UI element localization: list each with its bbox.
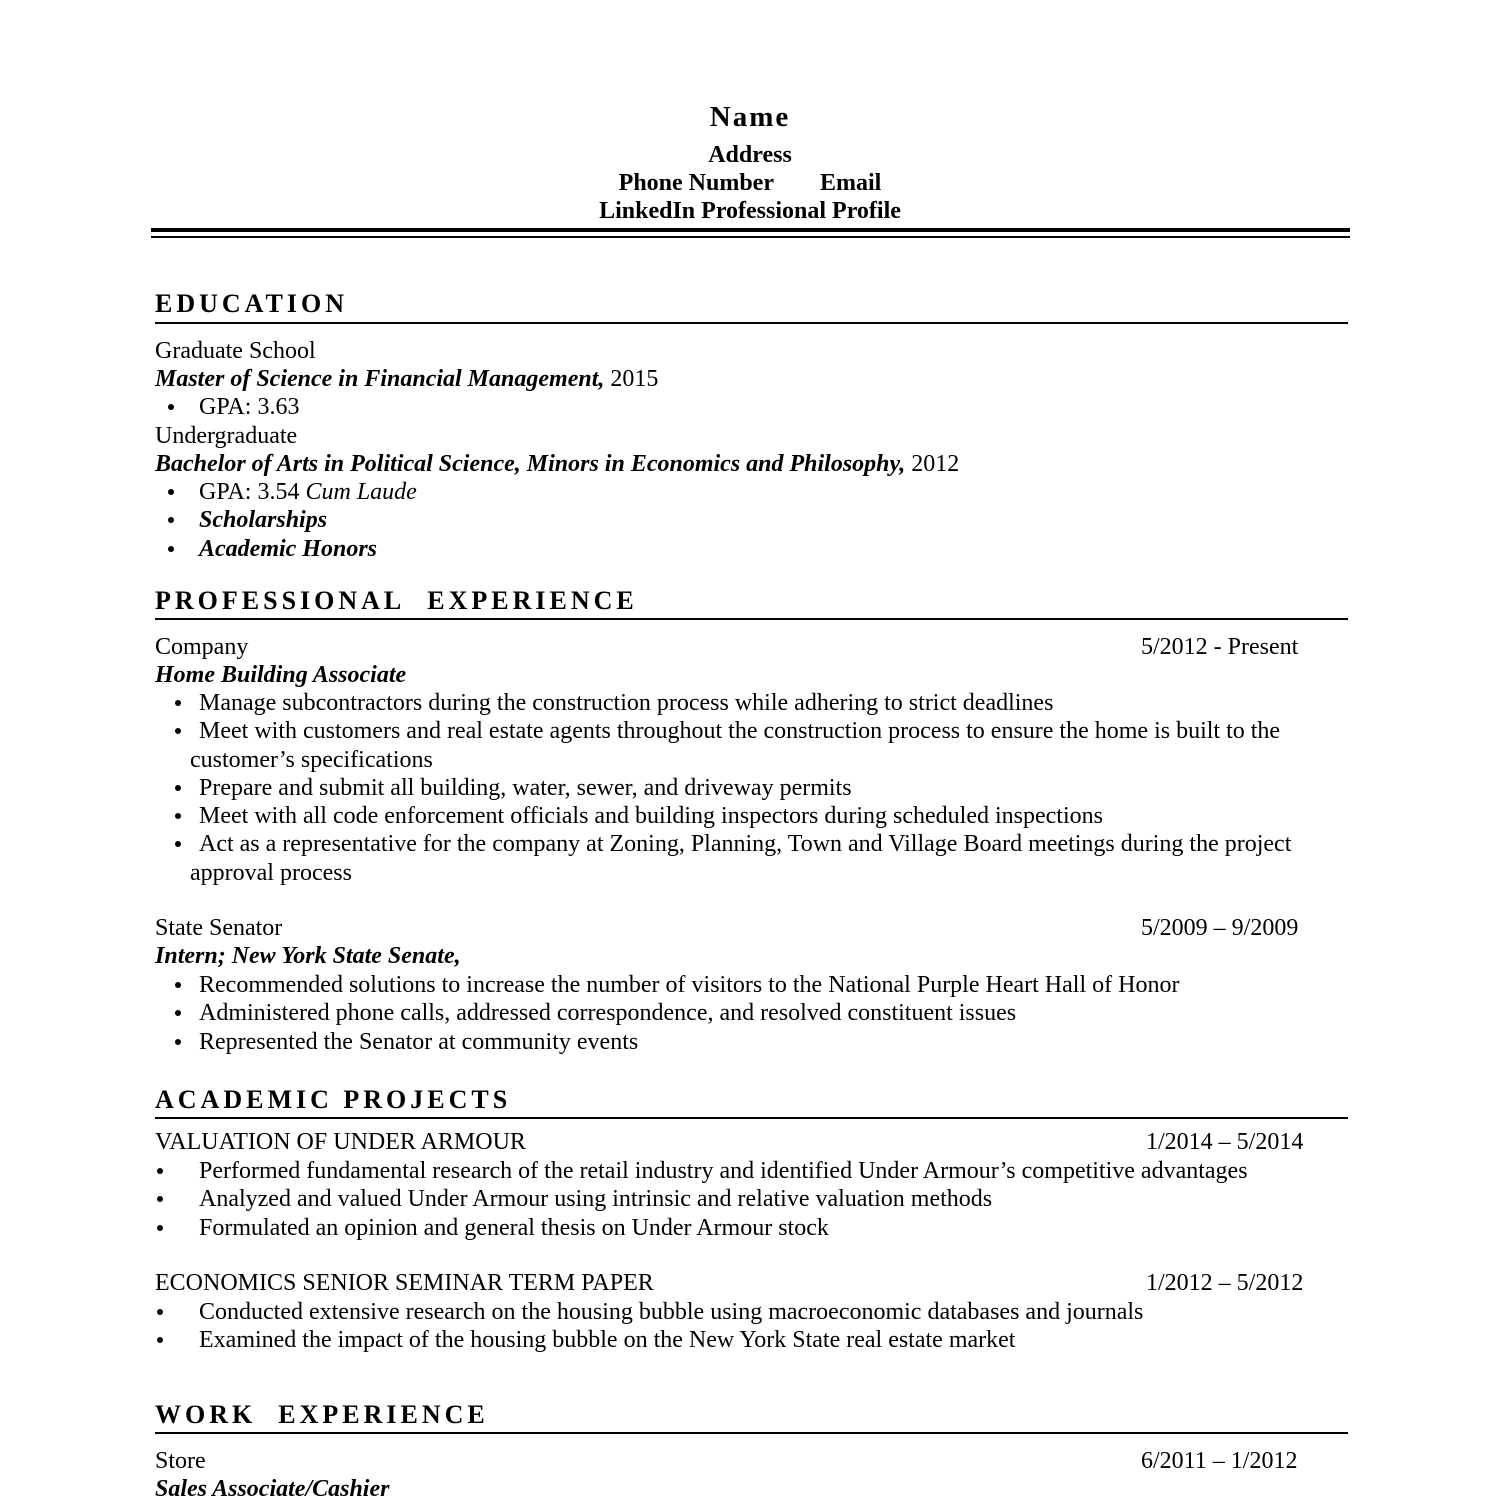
- academic-honors: Academic Honors: [199, 536, 377, 562]
- contact-line: [0, 171, 1500, 195]
- job-bullet: Recommended solutions to increase the number of visitors to the National Purple Heart Hall of Honor: [199, 972, 1180, 998]
- ug-gpa-line: [199, 480, 417, 504]
- bullet-icon: [175, 728, 181, 734]
- project-dates: 1/2014 – 5/2014: [1146, 1129, 1304, 1155]
- professional-heading: [155, 588, 638, 614]
- job-company: Company: [155, 634, 249, 660]
- project-bullet: Conducted extensive research on the housing bubble using macroeconomic databases and journals: [199, 1299, 1144, 1325]
- resume-linkedin: LinkedIn Professional Profile: [599, 198, 901, 224]
- bullet-icon: [175, 1010, 181, 1016]
- header-rule-thin: [151, 236, 1350, 238]
- job-bullet: Administered phone calls, addressed correspondence, and resolved constituent issues: [199, 1000, 1017, 1026]
- bullet-icon: [168, 517, 174, 523]
- job-bullet-continuation: approval process: [190, 860, 352, 886]
- grad-gpa: GPA: 3.63: [199, 394, 300, 420]
- work-rule: [155, 1432, 1348, 1434]
- work-heading: [155, 1402, 489, 1428]
- project-title: ECONOMICS SENIOR SEMINAR TERM PAPER: [155, 1270, 654, 1296]
- bullet-icon: [175, 700, 181, 706]
- bullet-icon: [157, 1168, 163, 1174]
- job-bullet: Act as a representative for the company at Zoning, Planning, Town and Village Board meetings during the project: [199, 831, 1292, 857]
- academic-rule: [155, 1117, 1348, 1119]
- bullet-icon: [175, 813, 181, 819]
- job-title: Home Building Associate: [155, 662, 407, 688]
- job-bullet: Meet with customers and real estate agents throughout the construction process to ensure the home is built to the: [199, 718, 1281, 744]
- resume-name: Name: [709, 101, 791, 133]
- project-bullet: Examined the impact of the housing bubble on the New York State real estate market: [199, 1327, 1016, 1353]
- ug-gpa: GPA: 3.54: [199, 479, 300, 505]
- scholarships: Scholarships: [199, 507, 328, 533]
- job-bullet: Prepare and submit all building, water, sewer, and driveway permits: [199, 775, 852, 801]
- resume-email: Email: [820, 170, 882, 196]
- project-bullet: Performed fundamental research of the retail industry and identified Under Armour’s competitive advantages: [199, 1158, 1248, 1184]
- work-heading-word-1: WORK: [155, 1400, 257, 1429]
- bullet-icon: [168, 546, 174, 552]
- work-heading-word-2: EXPERIENCE: [278, 1400, 489, 1429]
- bullet-icon: [168, 404, 174, 410]
- bullet-icon: [175, 982, 181, 988]
- project-bullet: Formulated an opinion and general thesis on Under Armour stock: [199, 1215, 829, 1241]
- work-title: Sales Associate/Cashier: [155, 1476, 390, 1502]
- grad-degree-line: [155, 367, 658, 391]
- bullet-icon: [157, 1309, 163, 1315]
- job-bullet: Meet with all code enforcement officials and building inspectors during scheduled inspections: [199, 803, 1103, 829]
- resume-phone: Phone Number: [618, 170, 774, 196]
- professional-heading-word-1: PROFESSIONAL: [155, 586, 406, 615]
- project-dates: 1/2012 – 5/2012: [1146, 1270, 1304, 1296]
- ug-degree-line: [155, 452, 959, 476]
- bullet-icon: [168, 489, 174, 495]
- job-bullet: Manage subcontractors during the construction process while adhering to strict deadlines: [199, 690, 1054, 716]
- grad-degree: Master of Science in Financial Management,: [155, 366, 605, 392]
- job-company: State Senator: [155, 915, 283, 941]
- bullet-icon: [175, 785, 181, 791]
- academic-heading: ACADEMIC PROJECTS: [155, 1085, 512, 1114]
- education-rule: [155, 322, 1348, 324]
- job-title: Intern; New York State Senate,: [155, 943, 461, 969]
- bullet-icon: [157, 1196, 163, 1202]
- grad-school: Graduate School: [155, 338, 316, 364]
- job-dates: 5/2012 - Present: [1141, 634, 1299, 660]
- professional-heading-word-2: EXPERIENCE: [427, 586, 638, 615]
- work-dates: 6/2011 – 1/2012: [1141, 1448, 1298, 1474]
- work-company: Store: [155, 1448, 206, 1474]
- undergrad: Undergraduate: [155, 423, 298, 449]
- bullet-icon: [175, 1039, 181, 1045]
- education-heading: EDUCATION: [155, 289, 348, 318]
- resume-address: Address: [708, 142, 792, 168]
- job-bullet-continuation: customer’s specifications: [190, 747, 433, 773]
- job-dates: 5/2009 – 9/2009: [1141, 915, 1299, 941]
- bullet-icon: [175, 841, 181, 847]
- grad-year: 2015: [610, 366, 659, 392]
- project-bullet: Analyzed and valued Under Armour using intrinsic and relative valuation methods: [199, 1186, 993, 1212]
- ug-year: 2012: [911, 451, 960, 477]
- professional-rule: [155, 618, 1348, 620]
- bullet-icon: [157, 1225, 163, 1231]
- ug-honor: Cum Laude: [305, 479, 417, 505]
- ug-degree: Bachelor of Arts in Political Science, Minors in Economics and Philosophy,: [155, 451, 906, 477]
- header-rule-thick: [151, 228, 1350, 232]
- job-bullet: Represented the Senator at community events: [199, 1029, 639, 1055]
- bullet-icon: [157, 1337, 163, 1343]
- project-title: VALUATION OF UNDER ARMOUR: [155, 1129, 526, 1155]
